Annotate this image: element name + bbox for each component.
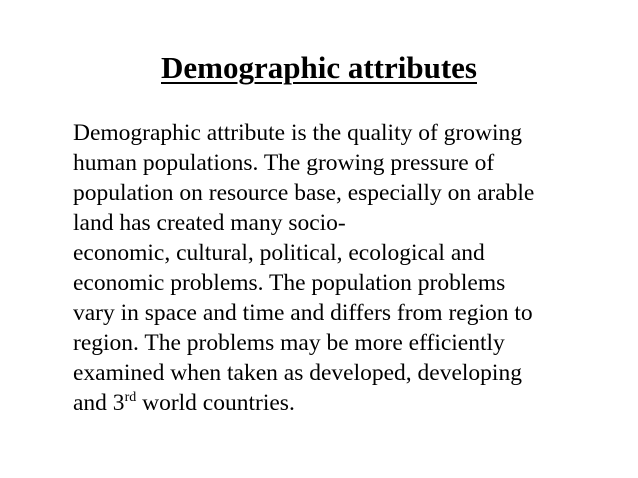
slide-title: Demographic attributes — [161, 50, 477, 85]
body-line: examined when taken as developed, developing — [73, 360, 522, 386]
body-line: economic, cultural, political, ecological and — [73, 240, 485, 266]
body-line: land has created many socio- — [73, 210, 346, 236]
body-line: economic problems. The population problems — [73, 270, 506, 296]
body-line-last — [73, 388, 573, 418]
body-line: population on resource base, especially on arable — [73, 180, 535, 206]
body-line: Demographic attribute is the quality of growing — [73, 120, 523, 146]
body-line: human populations. The growing pressure of — [73, 150, 495, 176]
last-line-prefix: and 3 — [73, 390, 125, 416]
body-line: vary in space and time and differs from region to — [73, 300, 533, 326]
superscript-rd: rd — [124, 390, 137, 405]
body-line: region. The problems may be more efficiently — [73, 330, 505, 356]
last-line-suffix: world countries. — [136, 390, 295, 416]
slide-body — [73, 118, 573, 418]
